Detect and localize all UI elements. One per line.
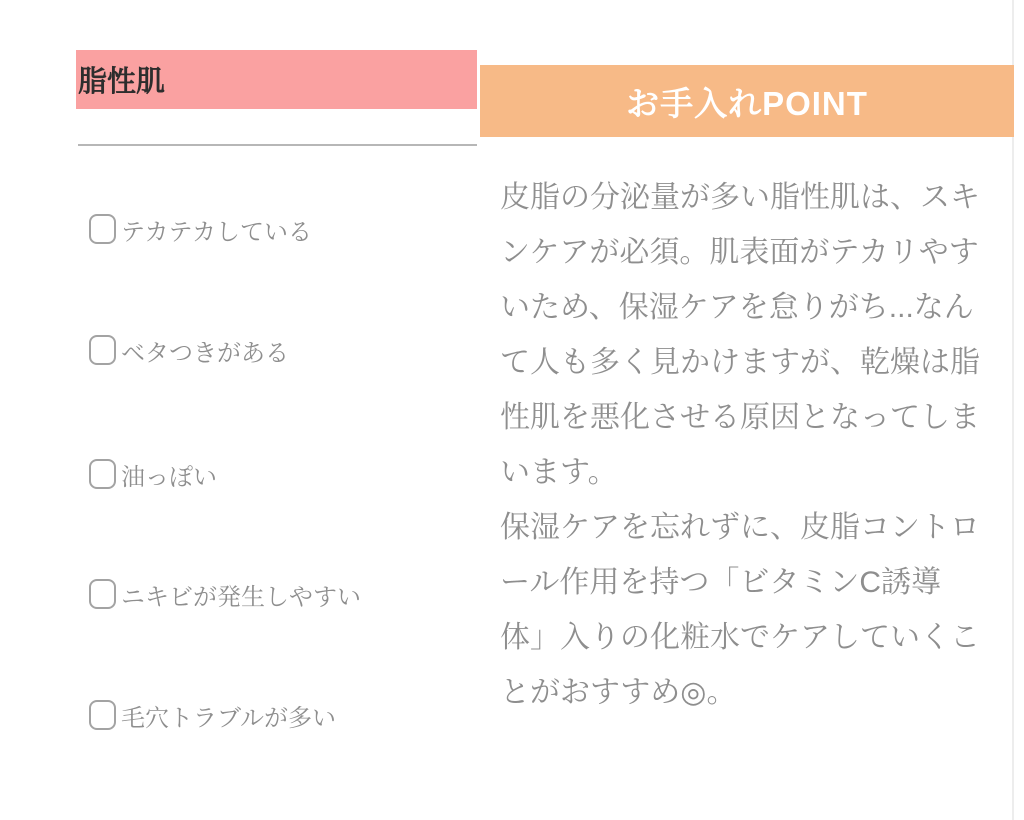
skin-type-title: 脂性肌 — [78, 66, 166, 98]
care-point-text — [500, 170, 1015, 720]
checkbox[interactable] — [89, 700, 116, 730]
checklist-row — [89, 458, 217, 490]
text-line: 体」入りの化粧水でケアしていくこ — [500, 621, 980, 654]
text-line: 皮脂の分泌量が多い脂性肌は、スキ — [500, 181, 980, 214]
text-line: て人も多く見かけますが、乾燥は脂 — [500, 346, 980, 379]
checkbox[interactable] — [89, 579, 116, 609]
checkbox[interactable] — [89, 214, 116, 244]
text-line: います。 — [500, 456, 618, 489]
checklist-row — [89, 334, 289, 366]
text-line: 保湿ケアを忘れずに、皮脂コントロ — [500, 511, 980, 544]
text-line: いため、保湿ケアを怠りがち...なん — [500, 291, 974, 324]
care-point-title: お手入れPOINT — [626, 84, 868, 122]
skin-type-header — [76, 50, 477, 109]
text-line: ール作用を持つ「ビタミンC誘導 — [500, 566, 942, 599]
checklist-row — [89, 213, 312, 245]
checklist-row — [89, 699, 336, 731]
divider-line — [78, 144, 477, 146]
checkbox[interactable] — [89, 335, 116, 365]
checkbox[interactable] — [89, 459, 116, 489]
checkbox-label: 毛穴トラブルが多い — [121, 704, 337, 732]
checkbox-label: テカテカしている — [121, 218, 313, 246]
care-point-header — [480, 65, 1014, 137]
checklist-row — [89, 578, 361, 610]
checkbox-label: 油っぽい — [121, 463, 217, 491]
text-line: とがおすすめ◎。 — [500, 676, 737, 709]
checkbox-label: ベタつきがある — [121, 339, 289, 367]
text-line: ンケアが必須。肌表面がテカリやす — [500, 236, 979, 269]
checkbox-label: ニキビが発生しやすい — [121, 583, 361, 611]
text-line: 性肌を悪化させる原因となってしま — [500, 401, 980, 434]
